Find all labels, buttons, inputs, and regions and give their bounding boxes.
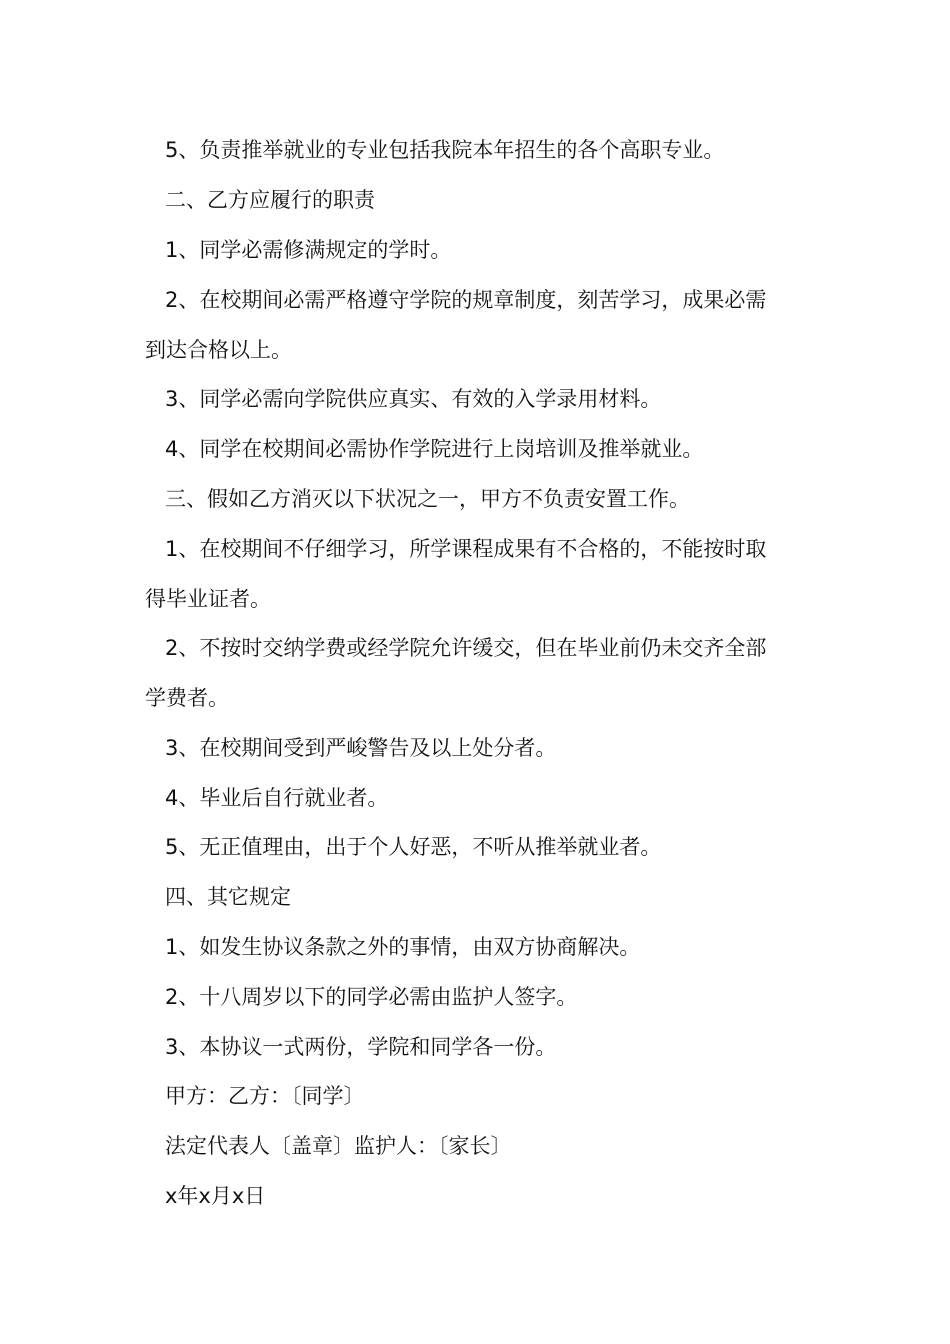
clause-line: 3、在校期间受到严峻警告及以上处分者。 (165, 736, 557, 760)
clause-line: 2、十八周岁以下的同学必需由监护人签字。 (165, 985, 578, 1009)
signature-parties: 甲方：乙方：〔同学〕 (165, 1084, 365, 1108)
clause-line: 2、不按时交纳学费或经学院允许缓交，但在毕业前仍未交齐全部 (165, 636, 767, 660)
clause-continuation: 得毕业证者。 (145, 587, 271, 611)
clause-line: 3、同学必需向学院供应真实、有效的入学录用材料。 (165, 387, 662, 411)
clause-line: 4、同学在校期间必需协作学院进行上岗培训及推举就业。 (165, 437, 704, 461)
clause-line: 2、在校期间必需严格遵守学院的规章制度，刻苦学习，成果必需 (165, 288, 767, 312)
clause-line: 1、如发生协议条款之外的事情，由双方协商解决。 (165, 935, 641, 959)
signature-date: x年x月x日 (165, 1184, 266, 1208)
section-heading: 四、其它规定 (165, 885, 291, 909)
clause-line: 1、在校期间不仔细学习，所学课程成果有不合格的，不能按时取 (165, 537, 767, 561)
clause-continuation: 到达合格以上。 (145, 338, 292, 362)
signature-representatives: 法定代表人〔盖章〕监护人：〔家长〕 (165, 1134, 512, 1158)
clause-line: 1、同学必需修满规定的学时。 (165, 238, 452, 262)
section-heading: 二、乙方应履行的职责 (165, 188, 375, 212)
section-heading: 三、假如乙方消灭以下状况之一，甲方不负责安置工作。 (165, 487, 690, 511)
clause-line: 5、无正值理由，出于个人好恶，不听从推举就业者。 (165, 835, 662, 859)
clause-continuation: 学费者。 (145, 686, 229, 710)
clause-line: 5、负责推举就业的专业包括我院本年招生的各个高职专业。 (165, 138, 725, 162)
clause-line: 4、毕业后自行就业者。 (165, 786, 389, 810)
clause-line: 3、本协议一式两份，学院和同学各一份。 (165, 1035, 557, 1059)
